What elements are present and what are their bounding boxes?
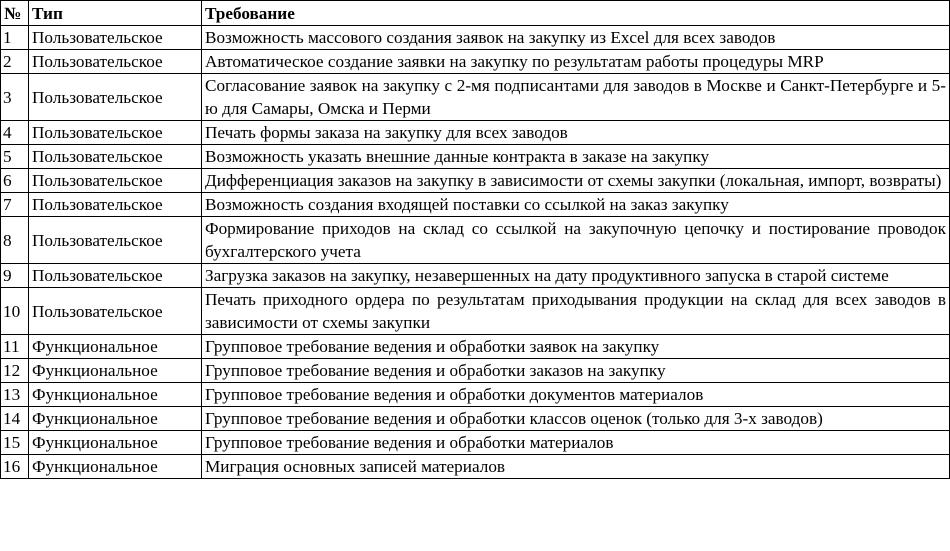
row-requirement: Групповое требование ведения и обработки заявок на закупку bbox=[202, 335, 950, 359]
row-number: 9 bbox=[1, 264, 29, 288]
row-number: 16 bbox=[1, 455, 29, 479]
row-number: 4 bbox=[1, 121, 29, 145]
table-row bbox=[1, 407, 950, 431]
row-requirement: Дифференциация заказов на закупку в зависимости от схемы закупки (локальная, импорт, возвраты) bbox=[202, 169, 950, 193]
table-row bbox=[1, 50, 950, 74]
row-requirement: Загрузка заказов на закупку, незавершенных на дату продуктивного запуска в старой системе bbox=[202, 264, 950, 288]
table-row bbox=[1, 145, 950, 169]
row-number: 13 bbox=[1, 383, 29, 407]
row-type: Пользовательское bbox=[29, 26, 202, 50]
table-row bbox=[1, 74, 950, 121]
row-number: 12 bbox=[1, 359, 29, 383]
row-type: Функциональное bbox=[29, 455, 202, 479]
header-requirement: Требование bbox=[202, 1, 950, 26]
row-number: 6 bbox=[1, 169, 29, 193]
row-requirement: Печать формы заказа на закупку для всех заводов bbox=[202, 121, 950, 145]
row-type: Функциональное bbox=[29, 431, 202, 455]
table-row bbox=[1, 26, 950, 50]
table-row bbox=[1, 121, 950, 145]
row-type: Пользовательское bbox=[29, 217, 202, 264]
row-number: 8 bbox=[1, 217, 29, 264]
table-row bbox=[1, 169, 950, 193]
table-row bbox=[1, 193, 950, 217]
row-type: Функциональное bbox=[29, 335, 202, 359]
row-requirement: Формирование приходов на склад со ссылкой на закупочную цепочку и постирование проводок бухгалтерского учета bbox=[202, 217, 950, 264]
row-requirement: Групповое требование ведения и обработки документов материалов bbox=[202, 383, 950, 407]
row-requirement: Согласование заявок на закупку с 2-мя подписантами для заводов в Москве и Санкт-Петербурге и 5-ю для Самары, Омска и Перми bbox=[202, 74, 950, 121]
row-number: 1 bbox=[1, 26, 29, 50]
row-type: Пользовательское bbox=[29, 74, 202, 121]
row-type: Пользовательское bbox=[29, 264, 202, 288]
table-row bbox=[1, 264, 950, 288]
row-requirement: Групповое требование ведения и обработки классов оценок (только для 3-х заводов) bbox=[202, 407, 950, 431]
table-row bbox=[1, 335, 950, 359]
row-type: Пользовательское bbox=[29, 121, 202, 145]
row-type: Пользовательское bbox=[29, 145, 202, 169]
row-number: 14 bbox=[1, 407, 29, 431]
row-number: 5 bbox=[1, 145, 29, 169]
row-requirement: Возможность создания входящей поставки со ссылкой на заказ закупку bbox=[202, 193, 950, 217]
row-requirement: Автоматическое создание заявки на закупку по результатам работы процедуры MRP bbox=[202, 50, 950, 74]
row-requirement: Групповое требование ведения и обработки материалов bbox=[202, 431, 950, 455]
row-number: 7 bbox=[1, 193, 29, 217]
row-type: Пользовательское bbox=[29, 193, 202, 217]
table-row bbox=[1, 217, 950, 264]
table-row bbox=[1, 288, 950, 335]
row-number: 11 bbox=[1, 335, 29, 359]
table-row bbox=[1, 455, 950, 479]
header-num: № bbox=[1, 1, 29, 26]
row-requirement: Возможность массового создания заявок на закупку из Excel для всех заводов bbox=[202, 26, 950, 50]
row-requirement: Возможность указать внешние данные контракта в заказе на закупку bbox=[202, 145, 950, 169]
row-number: 2 bbox=[1, 50, 29, 74]
header-row bbox=[1, 1, 950, 26]
table-row bbox=[1, 383, 950, 407]
row-number: 3 bbox=[1, 74, 29, 121]
header-type: Тип bbox=[29, 1, 202, 26]
row-type: Пользовательское bbox=[29, 288, 202, 335]
row-requirement: Печать приходного ордера по результатам приходывания продукции на склад для всех заводов в зависимости от схемы закупки bbox=[202, 288, 950, 335]
row-type: Пользовательское bbox=[29, 169, 202, 193]
row-requirement: Миграция основных записей материалов bbox=[202, 455, 950, 479]
row-number: 10 bbox=[1, 288, 29, 335]
table-row bbox=[1, 431, 950, 455]
row-type: Функциональное bbox=[29, 383, 202, 407]
row-type: Пользовательское bbox=[29, 50, 202, 74]
row-requirement: Групповое требование ведения и обработки заказов на закупку bbox=[202, 359, 950, 383]
row-number: 15 bbox=[1, 431, 29, 455]
table-row bbox=[1, 359, 950, 383]
row-type: Функциональное bbox=[29, 407, 202, 431]
row-type: Функциональное bbox=[29, 359, 202, 383]
